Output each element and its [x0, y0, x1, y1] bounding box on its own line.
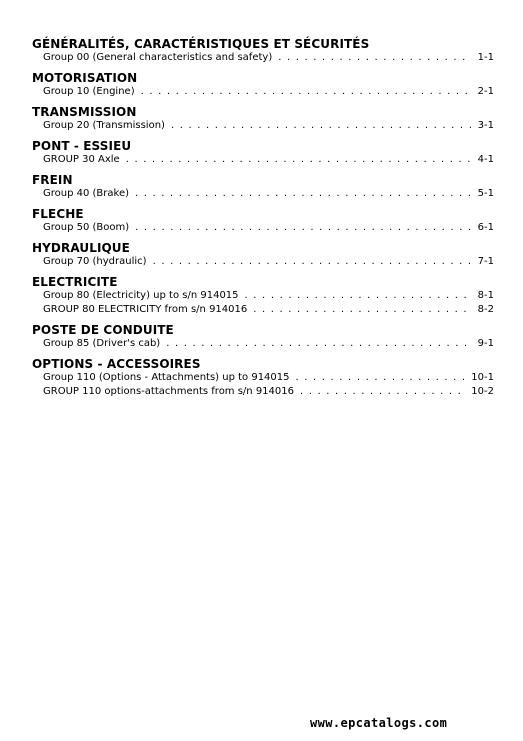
entry-label: GROUP 80 ELECTRICITY from s/n 914016	[43, 304, 248, 315]
toc-section	[32, 241, 494, 269]
dot-leader	[141, 85, 472, 99]
section-title: FLECHE	[32, 207, 84, 221]
dot-leader	[296, 371, 466, 385]
section-title: FREIN	[32, 173, 73, 187]
entry-label: GROUP 30 Axle	[43, 154, 120, 165]
entry-label: Group 110 (Options - Attachments) up to 914015	[43, 372, 290, 383]
toc-section	[32, 173, 494, 201]
dot-leader	[171, 119, 472, 133]
section-title: HYDRAULIQUE	[32, 241, 130, 255]
toc-section	[32, 139, 494, 167]
toc-entry[interactable]	[32, 371, 494, 385]
entry-page-number: 10-2	[471, 386, 494, 397]
section-title: GÉNÉRALITÉS, CARACTÉRISTIQUES ET SÉCURITÉS	[32, 37, 370, 51]
toc-entry[interactable]	[32, 51, 494, 65]
footer-website-link[interactable]: www.epcatalogs.com	[310, 716, 448, 730]
toc-entry[interactable]	[32, 337, 494, 351]
entry-page-number: 7-1	[477, 256, 494, 267]
entry-label: Group 10 (Engine)	[43, 86, 135, 97]
toc-section	[32, 207, 494, 235]
toc-section	[32, 71, 494, 99]
entry-page-number: 10-1	[471, 372, 494, 383]
toc-entry[interactable]	[32, 303, 494, 317]
entry-label: Group 20 (Transmission)	[43, 120, 165, 131]
entry-label: GROUP 110 options-attachments from s/n 914016	[43, 386, 294, 397]
entry-page-number: 6-1	[477, 222, 494, 233]
toc-section	[32, 105, 494, 133]
entry-label: Group 40 (Brake)	[43, 188, 130, 199]
toc-entry[interactable]	[32, 153, 494, 167]
dot-leader	[135, 221, 471, 235]
toc-section	[32, 275, 494, 317]
entry-page-number: 8-2	[477, 304, 494, 315]
entry-page-number: 5-1	[477, 188, 494, 199]
dot-leader	[126, 153, 472, 167]
section-title: ELECTRICITE	[32, 275, 118, 289]
section-title: TRANSMISSION	[32, 105, 137, 119]
dot-leader	[300, 385, 465, 399]
dot-leader	[153, 255, 472, 269]
dot-leader	[135, 187, 472, 201]
entry-label: Group 85 (Driver's cab)	[43, 338, 161, 349]
section-title: PONT - ESSIEU	[32, 139, 132, 153]
toc-section	[32, 37, 494, 65]
section-title: MOTORISATION	[32, 71, 138, 85]
entry-page-number: 2-1	[477, 86, 494, 97]
toc-section	[32, 357, 494, 399]
entry-page-number: 1-1	[477, 52, 494, 63]
section-title: POSTE DE CONDUITE	[32, 323, 174, 337]
toc-entry[interactable]	[32, 255, 494, 269]
entry-label: Group 70 (hydraulic)	[43, 256, 147, 267]
toc-entry[interactable]	[32, 187, 494, 201]
entry-page-number: 8-1	[477, 290, 494, 301]
dot-leader	[166, 337, 471, 351]
toc-entry[interactable]	[32, 119, 494, 133]
dot-leader	[278, 51, 471, 65]
entry-label: Group 50 (Boom)	[43, 222, 130, 233]
dot-leader	[245, 289, 472, 303]
dot-leader	[253, 303, 471, 317]
entry-page-number: 4-1	[477, 154, 494, 165]
section-title: OPTIONS - ACCESSOIRES	[32, 357, 201, 371]
toc-section	[32, 323, 494, 351]
toc-entry[interactable]	[32, 85, 494, 99]
entry-page-number: 3-1	[477, 120, 494, 131]
toc-entry[interactable]	[32, 289, 494, 303]
entry-label: Group 00 (General characteristics and safety)	[43, 52, 273, 63]
table-of-contents	[32, 37, 494, 405]
entry-label: Group 80 (Electricity) up to s/n 914015	[43, 290, 239, 301]
toc-entry[interactable]	[32, 221, 494, 235]
toc-entry[interactable]	[32, 385, 494, 399]
entry-page-number: 9-1	[477, 338, 494, 349]
